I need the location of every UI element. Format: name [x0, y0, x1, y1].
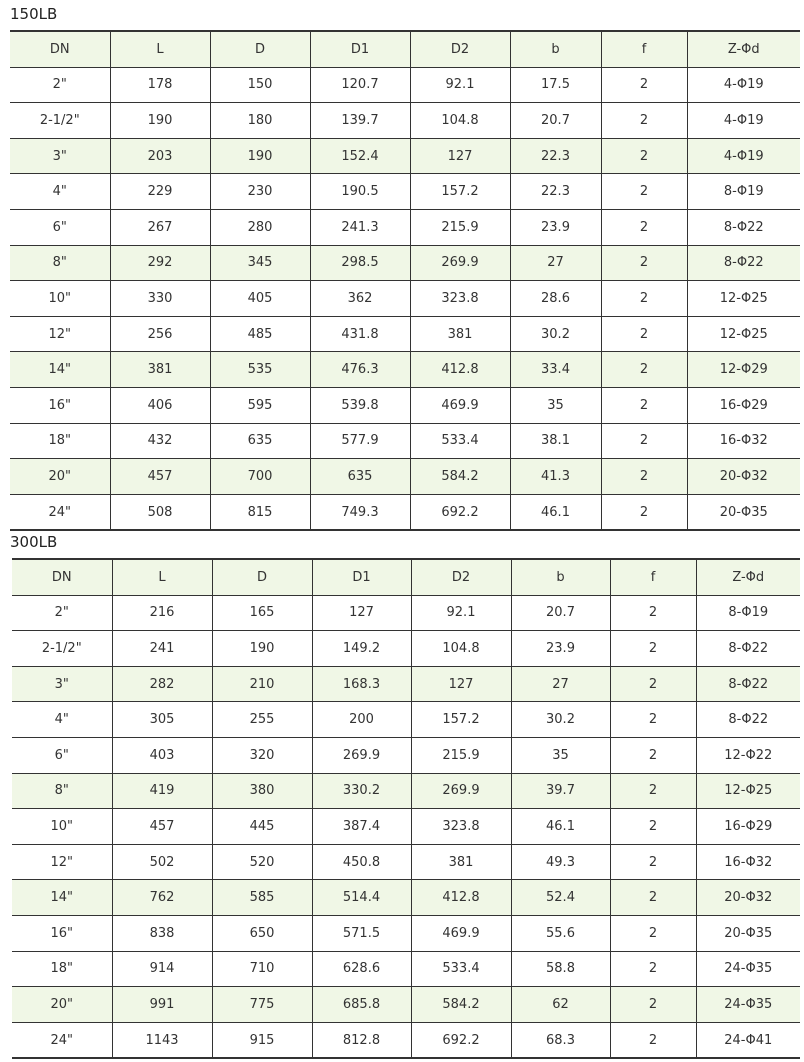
- table-cell: 431.8: [310, 316, 410, 352]
- table-cell: 3": [10, 138, 110, 174]
- table-cell: 635: [310, 459, 410, 495]
- table-cell: 241.3: [310, 209, 410, 245]
- table-cell: 8-Φ22: [696, 702, 800, 738]
- table-row: [10, 423, 800, 459]
- table-cell: 991: [112, 987, 212, 1023]
- table-cell: 8-Φ22: [696, 631, 800, 667]
- table-cell: 12": [10, 316, 110, 352]
- table-cell: 2: [610, 773, 696, 809]
- table-cell: 35: [510, 387, 601, 423]
- table-cell: 6": [12, 737, 112, 773]
- table-cell: 476.3: [310, 352, 410, 388]
- table-row: [10, 316, 800, 352]
- table-cell: 915: [212, 1022, 312, 1058]
- table-cell: 230: [210, 174, 310, 210]
- table-row: [10, 138, 800, 174]
- table-cell: 190.5: [310, 174, 410, 210]
- table-row: [12, 1022, 800, 1058]
- table-cell: 12": [12, 844, 112, 880]
- table-cell: 38.1: [510, 423, 601, 459]
- table-row: [12, 987, 800, 1023]
- table-cell: 2": [10, 67, 110, 103]
- table-cell: 269.9: [312, 737, 411, 773]
- table-cell: 2: [610, 880, 696, 916]
- table-cell: 190: [110, 103, 210, 139]
- table-cell: 269.9: [411, 773, 511, 809]
- table-cell: 20-Φ35: [696, 915, 800, 951]
- table-cell: 20-Φ32: [687, 459, 800, 495]
- table-cell: 533.4: [410, 423, 510, 459]
- spec-table-150lb: [10, 30, 800, 531]
- table-row: [12, 595, 800, 631]
- column-header: D1: [312, 559, 411, 595]
- table-cell: 8": [10, 245, 110, 281]
- table-cell: 2: [610, 631, 696, 667]
- table-cell: 533.4: [411, 951, 511, 987]
- table-cell: 2: [601, 494, 687, 530]
- column-header: f: [610, 559, 696, 595]
- table-cell: 210: [212, 666, 312, 702]
- table-cell: 17.5: [510, 67, 601, 103]
- table-cell: 508: [110, 494, 210, 530]
- table-cell: 381: [110, 352, 210, 388]
- table-cell: 16-Φ29: [696, 809, 800, 845]
- table-cell: 58.8: [511, 951, 610, 987]
- table-row: [12, 666, 800, 702]
- table-cell: 412.8: [410, 352, 510, 388]
- table-cell: 200: [312, 702, 411, 738]
- table-cell: 8-Φ22: [687, 245, 800, 281]
- table-cell: 14": [10, 352, 110, 388]
- column-header: D: [212, 559, 312, 595]
- section-title: 150LB: [10, 5, 58, 23]
- column-header: f: [601, 31, 687, 67]
- table-cell: 35: [511, 737, 610, 773]
- table-cell: 762: [112, 880, 212, 916]
- table-cell: 16": [12, 915, 112, 951]
- table-cell: 700: [210, 459, 310, 495]
- table-row: [10, 459, 800, 495]
- table-cell: 12-Φ25: [687, 281, 800, 317]
- table-cell: 362: [310, 281, 410, 317]
- table-cell: 22.3: [510, 138, 601, 174]
- table-cell: 24-Φ35: [696, 951, 800, 987]
- table-cell: 635: [210, 423, 310, 459]
- table-cell: 584.2: [411, 987, 511, 1023]
- table-cell: 267: [110, 209, 210, 245]
- table-cell: 1143: [112, 1022, 212, 1058]
- spec-table-300lb: [12, 558, 800, 1059]
- table-cell: 914: [112, 951, 212, 987]
- table-cell: 104.8: [410, 103, 510, 139]
- header-row: [10, 31, 800, 67]
- table-cell: 457: [110, 459, 210, 495]
- table-row: [12, 737, 800, 773]
- table-row: [12, 844, 800, 880]
- table-cell: 27: [511, 666, 610, 702]
- table-cell: 485: [210, 316, 310, 352]
- table-cell: 2: [601, 352, 687, 388]
- table-cell: 216: [112, 595, 212, 631]
- table-cell: 2: [601, 245, 687, 281]
- table-cell: 432: [110, 423, 210, 459]
- table-cell: 52.4: [511, 880, 610, 916]
- table-cell: 24": [10, 494, 110, 530]
- table-cell: 215.9: [410, 209, 510, 245]
- header-row: [12, 559, 800, 595]
- table-cell: 6": [10, 209, 110, 245]
- table-row: [10, 387, 800, 423]
- table-cell: 292: [110, 245, 210, 281]
- table-cell: 812.8: [312, 1022, 411, 1058]
- table-cell: 104.8: [411, 631, 511, 667]
- table-cell: 16-Φ32: [696, 844, 800, 880]
- table-cell: 650: [212, 915, 312, 951]
- section-title: 300LB: [10, 533, 58, 551]
- table-cell: 14": [12, 880, 112, 916]
- table-row: [12, 702, 800, 738]
- table-cell: 381: [410, 316, 510, 352]
- table-cell: 280: [210, 209, 310, 245]
- table-cell: 46.1: [510, 494, 601, 530]
- table-cell: 2: [601, 67, 687, 103]
- table-cell: 4-Φ19: [687, 103, 800, 139]
- table-cell: 2: [601, 316, 687, 352]
- table-cell: 8-Φ19: [696, 595, 800, 631]
- table-cell: 282: [112, 666, 212, 702]
- table-cell: 457: [112, 809, 212, 845]
- table-cell: 595: [210, 387, 310, 423]
- table-cell: 445: [212, 809, 312, 845]
- column-header: D1: [310, 31, 410, 67]
- table-cell: 150: [210, 67, 310, 103]
- table-cell: 269.9: [410, 245, 510, 281]
- table-row: [12, 631, 800, 667]
- table-cell: 412.8: [411, 880, 511, 916]
- table-cell: 628.6: [312, 951, 411, 987]
- table-cell: 2: [601, 138, 687, 174]
- table-row: [12, 773, 800, 809]
- table-cell: 165: [212, 595, 312, 631]
- table-cell: 502: [112, 844, 212, 880]
- table-cell: 469.9: [410, 387, 510, 423]
- table-cell: 330: [110, 281, 210, 317]
- table-cell: 539.8: [310, 387, 410, 423]
- table-cell: 2: [601, 423, 687, 459]
- table-cell: 27: [510, 245, 601, 281]
- table-row: [10, 494, 800, 530]
- table-cell: 46.1: [511, 809, 610, 845]
- table-cell: 2: [610, 666, 696, 702]
- table-row: [12, 880, 800, 916]
- table-cell: 12-Φ25: [696, 773, 800, 809]
- column-header: b: [510, 31, 601, 67]
- table-cell: 577.9: [310, 423, 410, 459]
- table-cell: 2-1/2": [12, 631, 112, 667]
- table-row: [10, 174, 800, 210]
- table-cell: 419: [112, 773, 212, 809]
- table-cell: 535: [210, 352, 310, 388]
- table-cell: 20.7: [510, 103, 601, 139]
- table-cell: 20": [10, 459, 110, 495]
- table-cell: 3": [12, 666, 112, 702]
- table-cell: 2: [601, 174, 687, 210]
- table-cell: 469.9: [411, 915, 511, 951]
- table-cell: 157.2: [411, 702, 511, 738]
- table-cell: 20.7: [511, 595, 610, 631]
- table-cell: 2: [601, 281, 687, 317]
- table-cell: 18": [10, 423, 110, 459]
- table-cell: 20-Φ35: [687, 494, 800, 530]
- table-cell: 127: [410, 138, 510, 174]
- column-header: b: [511, 559, 610, 595]
- table-cell: 127: [312, 595, 411, 631]
- table-cell: 2": [12, 595, 112, 631]
- table-cell: 92.1: [410, 67, 510, 103]
- table-cell: 8-Φ22: [687, 209, 800, 245]
- table-cell: 12-Φ22: [696, 737, 800, 773]
- table-cell: 215.9: [411, 737, 511, 773]
- table-cell: 2-1/2": [10, 103, 110, 139]
- column-header: DN: [10, 31, 110, 67]
- table-cell: 2: [610, 737, 696, 773]
- column-header: Z-Φd: [696, 559, 800, 595]
- table-cell: 8-Φ22: [696, 666, 800, 702]
- table-row: [10, 245, 800, 281]
- table-cell: 4": [10, 174, 110, 210]
- table-cell: 387.4: [312, 809, 411, 845]
- table-cell: 584.2: [410, 459, 510, 495]
- table-cell: 28.6: [510, 281, 601, 317]
- table-cell: 2: [610, 809, 696, 845]
- table-cell: 20-Φ32: [696, 880, 800, 916]
- table-cell: 255: [212, 702, 312, 738]
- table-cell: 23.9: [510, 209, 601, 245]
- table-cell: 4-Φ19: [687, 138, 800, 174]
- table-row: [12, 951, 800, 987]
- table-cell: 39.7: [511, 773, 610, 809]
- table-cell: 10": [10, 281, 110, 317]
- table-cell: 2: [610, 915, 696, 951]
- table-cell: 30.2: [511, 702, 610, 738]
- table-cell: 229: [110, 174, 210, 210]
- table-cell: 149.2: [312, 631, 411, 667]
- table-cell: 22.3: [510, 174, 601, 210]
- table-cell: 2: [601, 103, 687, 139]
- table-cell: 381: [411, 844, 511, 880]
- table-cell: 178: [110, 67, 210, 103]
- table-cell: 92.1: [411, 595, 511, 631]
- table-cell: 585: [212, 880, 312, 916]
- table-cell: 12-Φ29: [687, 352, 800, 388]
- table-cell: 330.2: [312, 773, 411, 809]
- table-row: [10, 67, 800, 103]
- table-cell: 203: [110, 138, 210, 174]
- table-cell: 62: [511, 987, 610, 1023]
- table-cell: 23.9: [511, 631, 610, 667]
- table-cell: 2: [601, 459, 687, 495]
- table-cell: 33.4: [510, 352, 601, 388]
- table-cell: 10": [12, 809, 112, 845]
- table-cell: 403: [112, 737, 212, 773]
- table-cell: 406: [110, 387, 210, 423]
- table-cell: 256: [110, 316, 210, 352]
- table-row: [10, 352, 800, 388]
- table-cell: 2: [610, 987, 696, 1023]
- table-cell: 2: [610, 702, 696, 738]
- table-cell: 305: [112, 702, 212, 738]
- table-cell: 838: [112, 915, 212, 951]
- table-cell: 2: [601, 387, 687, 423]
- table-cell: 8": [12, 773, 112, 809]
- table-cell: 190: [212, 631, 312, 667]
- table-cell: 16": [10, 387, 110, 423]
- table-cell: 24": [12, 1022, 112, 1058]
- table-row: [12, 809, 800, 845]
- table-cell: 2: [610, 844, 696, 880]
- table-row: [10, 281, 800, 317]
- table-cell: 320: [212, 737, 312, 773]
- table-cell: 4-Φ19: [687, 67, 800, 103]
- table-cell: 692.2: [411, 1022, 511, 1058]
- table-cell: 775: [212, 987, 312, 1023]
- column-header: D2: [411, 559, 511, 595]
- table-cell: 157.2: [410, 174, 510, 210]
- column-header: D: [210, 31, 310, 67]
- table-cell: 12-Φ25: [687, 316, 800, 352]
- table-cell: 168.3: [312, 666, 411, 702]
- table-cell: 571.5: [312, 915, 411, 951]
- table-cell: 41.3: [510, 459, 601, 495]
- table-cell: 24-Φ35: [696, 987, 800, 1023]
- table-cell: 55.6: [511, 915, 610, 951]
- table-cell: 8-Φ19: [687, 174, 800, 210]
- table-cell: 120.7: [310, 67, 410, 103]
- table-cell: 345: [210, 245, 310, 281]
- table-cell: 139.7: [310, 103, 410, 139]
- table-cell: 30.2: [510, 316, 601, 352]
- column-header: Z-Φd: [687, 31, 800, 67]
- table-cell: 16-Φ29: [687, 387, 800, 423]
- column-header: L: [110, 31, 210, 67]
- table-cell: 2: [610, 1022, 696, 1058]
- table-cell: 49.3: [511, 844, 610, 880]
- table-cell: 152.4: [310, 138, 410, 174]
- table-cell: 127: [411, 666, 511, 702]
- table-cell: 24-Φ41: [696, 1022, 800, 1058]
- table-cell: 520: [212, 844, 312, 880]
- table-cell: 815: [210, 494, 310, 530]
- table-cell: 514.4: [312, 880, 411, 916]
- table-cell: 4": [12, 702, 112, 738]
- table-cell: 450.8: [312, 844, 411, 880]
- table-cell: 405: [210, 281, 310, 317]
- table-row: [10, 209, 800, 245]
- table-cell: 68.3: [511, 1022, 610, 1058]
- table-cell: 323.8: [411, 809, 511, 845]
- table-cell: 380: [212, 773, 312, 809]
- table-cell: 180: [210, 103, 310, 139]
- table-cell: 190: [210, 138, 310, 174]
- table-cell: 2: [601, 209, 687, 245]
- table-row: [12, 915, 800, 951]
- table-cell: 16-Φ32: [687, 423, 800, 459]
- column-header: L: [112, 559, 212, 595]
- column-header: D2: [410, 31, 510, 67]
- table-cell: 298.5: [310, 245, 410, 281]
- table-cell: 692.2: [410, 494, 510, 530]
- table-cell: 323.8: [410, 281, 510, 317]
- table-cell: 749.3: [310, 494, 410, 530]
- table-cell: 18": [12, 951, 112, 987]
- table-cell: 685.8: [312, 987, 411, 1023]
- table-cell: 241: [112, 631, 212, 667]
- table-cell: 2: [610, 951, 696, 987]
- column-header: DN: [12, 559, 112, 595]
- table-cell: 20": [12, 987, 112, 1023]
- table-row: [10, 103, 800, 139]
- table-cell: 2: [610, 595, 696, 631]
- table-cell: 710: [212, 951, 312, 987]
